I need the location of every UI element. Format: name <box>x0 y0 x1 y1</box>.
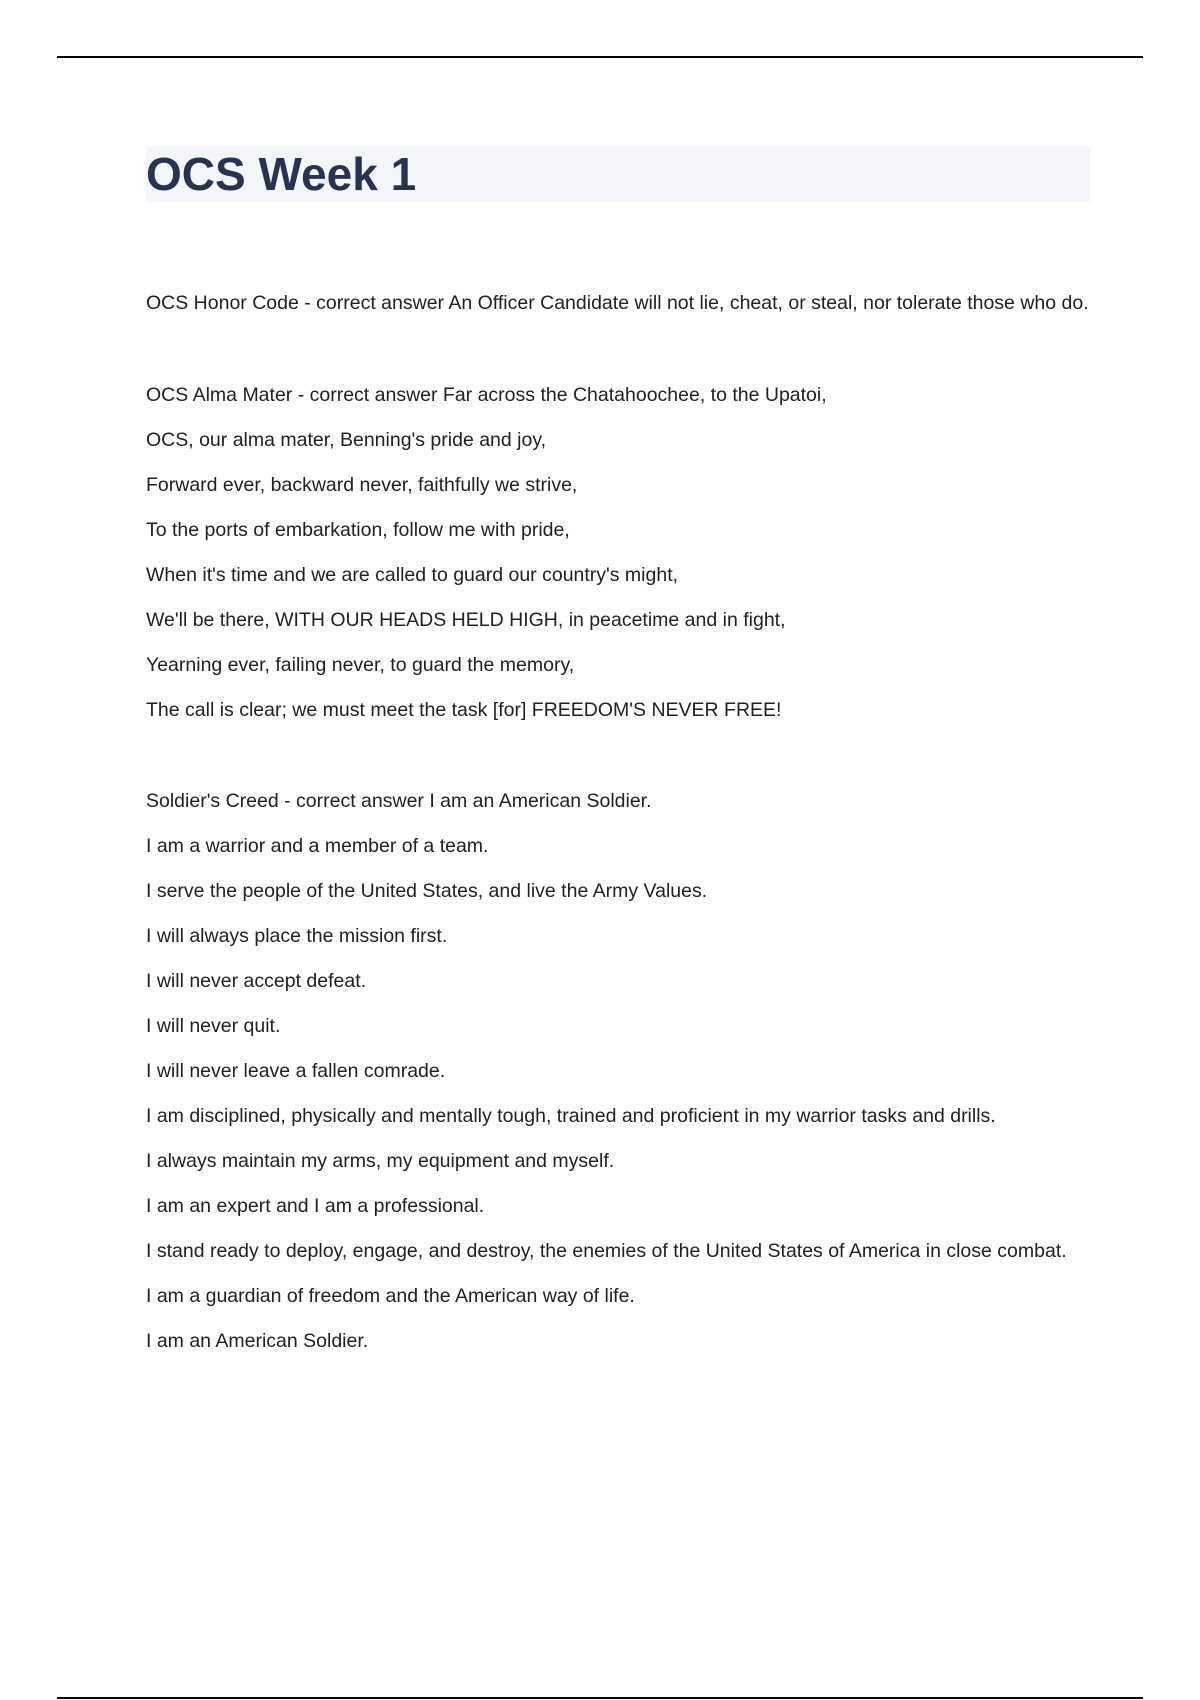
card-answer-line: I will never accept defeat. <box>146 970 367 992</box>
card-alma-mater <box>146 381 1090 724</box>
card-answer-line: I am an American Soldier. <box>429 790 652 812</box>
card-answer-line: We'll be there, WITH OUR HEADS HELD HIGH, in peacetime and in fight, <box>146 609 786 631</box>
card-answer-line: Far across the Chatahoochee, to the Upatoi, <box>442 384 827 406</box>
card-term: OCS Honor Code <box>146 292 299 314</box>
card-soldiers-creed <box>146 787 1090 1355</box>
document-body <box>146 146 1090 1355</box>
card-honor-code <box>146 289 1090 317</box>
card-answer-line: To the ports of embarkation, follow me with pride, <box>146 519 570 541</box>
card-term: Soldier's Creed <box>146 790 279 812</box>
card-separator: - correct answer <box>298 292 449 314</box>
card-answer-line: The call is clear; we must meet the task [for] FREEDOM'S NEVER FREE! <box>146 699 782 721</box>
card-answer-line: I always maintain my arms, my equipment and myself. <box>146 1150 615 1172</box>
card-answer-line: I stand ready to deploy, engage, and destroy, the enemies of the United States of America in close combat. <box>146 1240 1067 1262</box>
page-title: OCS Week 1 <box>146 148 417 200</box>
card-answer-line: I am a guardian of freedom and the American way of life. <box>146 1285 635 1307</box>
card-answer-line: I will never leave a fallen comrade. <box>146 1060 446 1082</box>
bottom-rule <box>57 1697 1143 1699</box>
card-answer-line: I am a warrior and a member of a team. <box>146 835 489 857</box>
card-answer-line: When it's time and we are called to guard our country's might, <box>146 564 679 586</box>
card-separator: - correct answer <box>292 384 443 406</box>
card-answer-line: Yearning ever, failing never, to guard the memory, <box>146 654 575 676</box>
title-band <box>146 146 1090 202</box>
card-answer-line: I am an American Soldier. <box>146 1330 369 1352</box>
card-term: OCS Alma Mater <box>146 384 293 406</box>
card-answer-line: I will always place the mission first. <box>146 925 448 947</box>
card-answer-line: OCS, our alma mater, Benning's pride and joy, <box>146 429 547 451</box>
card-first-line <box>146 787 1090 815</box>
card-answer-line: I am disciplined, physically and mentally tough, trained and proficient in my warrior tasks and drills. <box>146 1105 996 1127</box>
card-first-line <box>146 381 1090 409</box>
card-answer-line: Forward ever, backward never, faithfully we strive, <box>146 474 578 496</box>
card-answer-line: An Officer Candidate will not lie, cheat, or steal, nor tolerate those who do. <box>448 292 1089 314</box>
card-separator: - correct answer <box>278 790 430 812</box>
card-answer-line: I will never quit. <box>146 1015 281 1037</box>
top-rule <box>57 56 1143 58</box>
card-answer-line: I am an expert and I am a professional. <box>146 1195 485 1217</box>
card-first-line <box>146 289 1090 317</box>
card-answer-line: I serve the people of the United States, and live the Army Values. <box>146 880 708 902</box>
